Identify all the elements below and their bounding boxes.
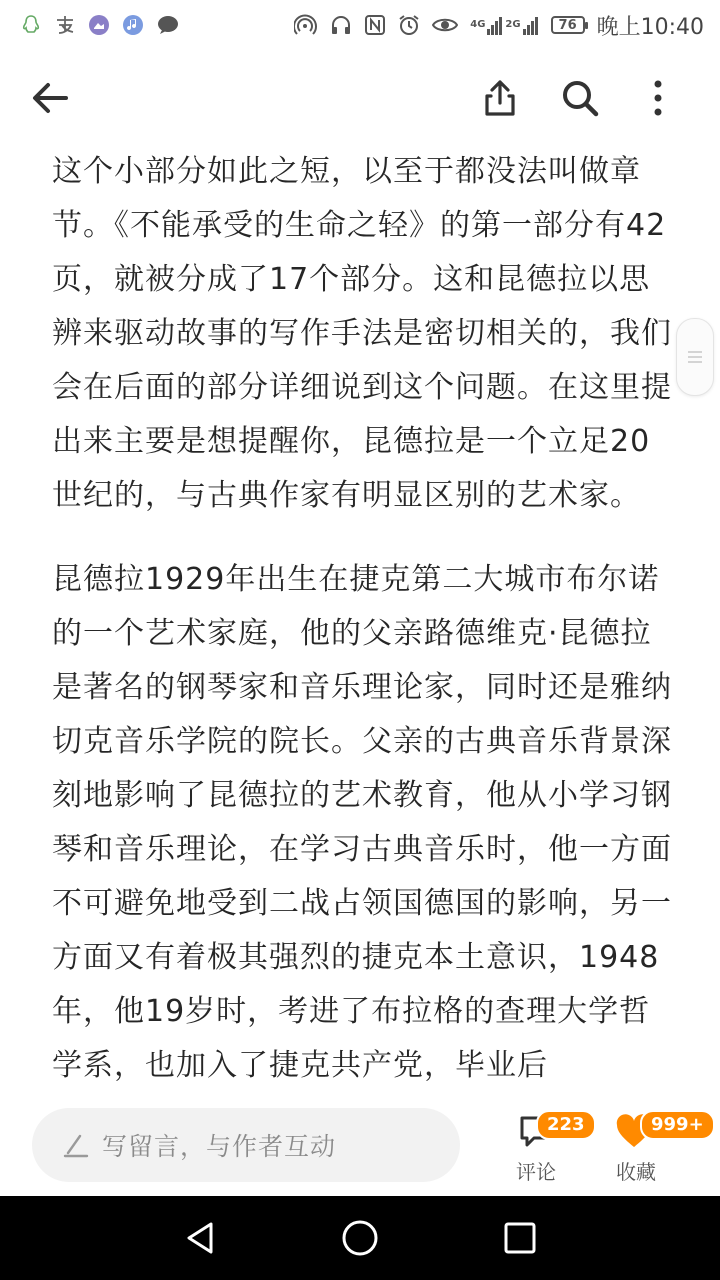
alipay-icon <box>54 14 76 36</box>
music-app-icon <box>122 14 144 36</box>
bottom-action-bar <box>0 1096 720 1196</box>
status-right-icons <box>294 10 704 41</box>
favorite-count-badge: 999+ <box>640 1110 715 1140</box>
qq-icon <box>20 14 42 36</box>
top-toolbar <box>0 62 720 134</box>
back-button[interactable] <box>28 76 72 120</box>
nfc-icon <box>364 14 386 36</box>
nav-home-icon <box>341 1219 379 1257</box>
nav-back-button[interactable] <box>178 1216 222 1260</box>
clock: 晚上10:40 <box>596 14 704 40</box>
status-bar <box>0 0 720 50</box>
search-icon <box>560 78 600 118</box>
pen-icon <box>62 1131 90 1159</box>
eye-comfort-icon <box>432 14 458 36</box>
network-type-1: 4G <box>470 19 486 30</box>
alarm-icon <box>398 14 420 36</box>
nav-recents-button[interactable] <box>498 1216 542 1260</box>
search-button[interactable] <box>558 76 602 120</box>
chat-icon <box>156 14 180 36</box>
nav-home-button[interactable] <box>338 1216 382 1260</box>
favorite-label: 收藏 <box>616 1160 656 1184</box>
nav-back-icon <box>183 1220 217 1256</box>
article-body <box>52 145 672 1093</box>
favorite-button[interactable] <box>596 1110 704 1190</box>
back-arrow-icon <box>30 80 70 116</box>
fast-scroll-handle[interactable] <box>676 318 714 396</box>
battery-icon: 76 <box>551 16 585 34</box>
article-paragraph: 这个小部分如此之短，以至于都没法叫做章节。《不能承受的生命之轻》的第一部分有42页，就被分成了17个部分。这和昆德拉以思辨来驱动故事的写作手法是密切相关的，我们会在后面的部分详细说到这个问题。在这里提出来主要是想提醒你，昆德拉是一个立足20世纪的，与古典作家有明显区别的艺术家。 <box>52 154 672 513</box>
status-left-icons <box>20 14 180 36</box>
drag-lines-icon <box>687 349 703 365</box>
comment-count-badge: 223 <box>536 1110 596 1140</box>
more-button[interactable] <box>636 76 680 120</box>
comment-button[interactable] <box>496 1110 585 1190</box>
network-type-2: 2G <box>505 19 521 30</box>
headset-icon <box>330 14 352 36</box>
comment-placeholder: 写留言，与作者互动 <box>102 1132 337 1161</box>
article-paragraph: 昆德拉1929年出生在捷克第二大城市布尔诺的一个艺术家庭，他的父亲路德维克·昆德拉是著名的钢琴家和音乐理论家，同时还是雅纳切克音乐学院的院长。父亲的古典音乐背景深刻地影响了昆德拉的艺术教育，他从小学习钢琴和音乐理论，在学习古典音乐时，他一方面不可避免地受到二战占领国德国的影响，另一方面又有着极其强烈的捷克本土意识，1948年，他19岁时，考进了布拉格的查理大学哲学系，也加入了捷克共产党，毕业后 <box>52 562 672 1083</box>
more-vertical-icon <box>652 78 664 118</box>
signal-icon <box>470 15 538 35</box>
comment-input[interactable] <box>32 1108 460 1182</box>
share-button[interactable] <box>478 76 522 120</box>
gallery-app-icon <box>88 14 110 36</box>
share-icon <box>483 79 517 117</box>
nav-recents-icon <box>503 1221 537 1255</box>
hotspot-icon <box>294 14 318 36</box>
comment-label: 评论 <box>516 1160 556 1184</box>
system-navigation-bar <box>0 1196 720 1280</box>
